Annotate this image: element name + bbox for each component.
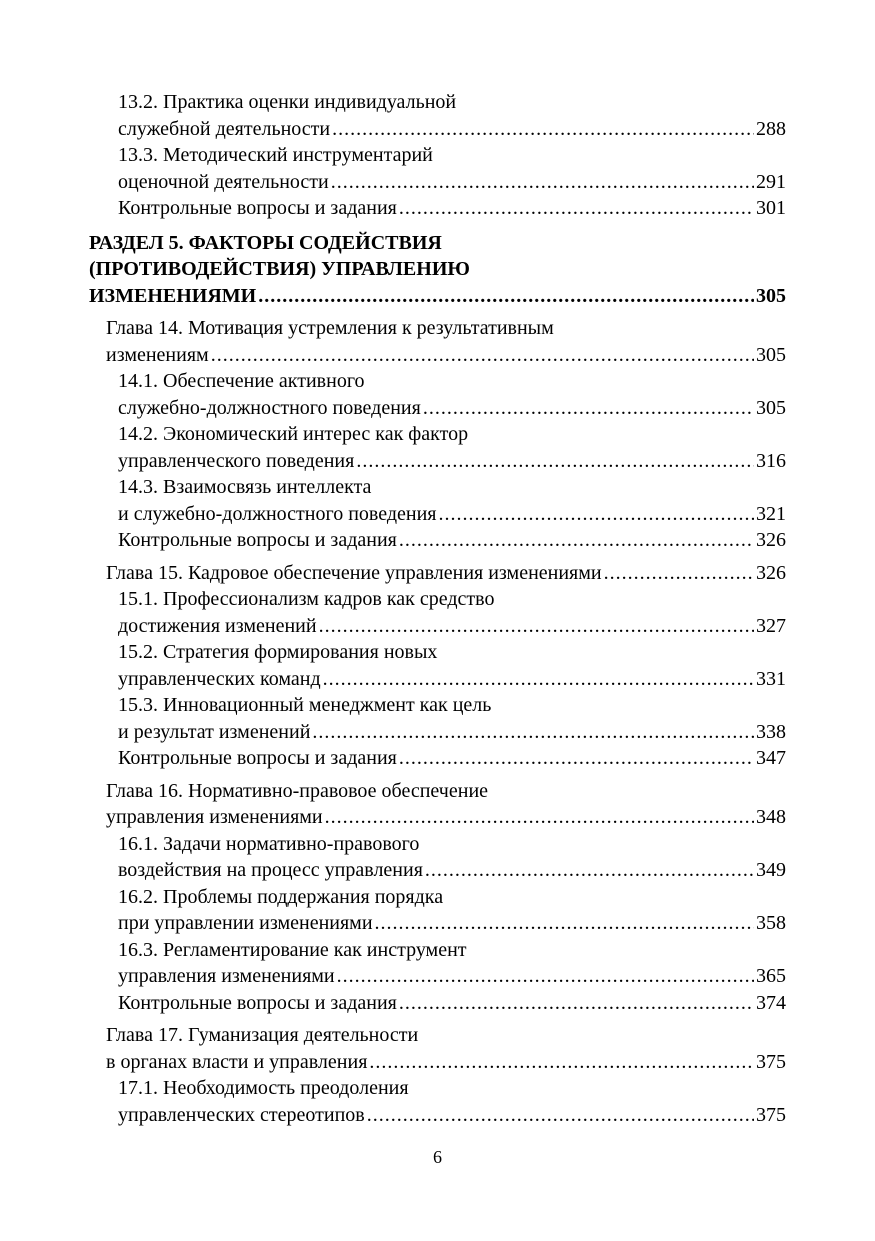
toc-subsection[interactable] — [89, 195, 786, 222]
toc-entry-title-line: управления изменениями — [106, 806, 323, 828]
toc-entry-title-line: изменениям — [106, 343, 209, 366]
toc-subsection[interactable] — [89, 368, 786, 421]
toc-entry-title-line: 15.1. Профессионализм кадров как средство — [118, 588, 495, 610]
dot-leader — [332, 116, 754, 143]
dot-leader — [331, 169, 754, 196]
toc-entry-title-line: 16.1. Задачи нормативно-правового — [118, 832, 420, 855]
toc-entry-row — [106, 560, 786, 587]
toc-entry-row — [118, 501, 786, 528]
toc-entry-title-line: Глава 15. Кадровое обеспечение управления изменениями — [106, 561, 602, 584]
toc-subsection[interactable] — [89, 639, 786, 692]
toc-subsection[interactable] — [89, 937, 786, 990]
dot-leader — [439, 501, 754, 528]
dot-leader — [399, 195, 754, 222]
dot-leader — [399, 527, 754, 554]
toc-entry-title-line: в органах власти и управления — [106, 1050, 368, 1073]
dot-leader — [258, 283, 754, 310]
toc-page-number: 288 — [756, 117, 786, 140]
dot-leader — [604, 560, 754, 587]
toc-subsection[interactable] — [89, 527, 786, 554]
toc-entry-row — [106, 342, 786, 369]
toc-entry-row — [118, 613, 786, 640]
toc-entry-title-line: 16.3. Регламентирование как инструмент — [118, 938, 467, 961]
toc-entry-row — [118, 857, 786, 884]
toc-entry-title-line: Контрольные вопросы и задания — [118, 529, 397, 551]
toc-entry-row — [118, 448, 786, 475]
toc-entry-title-line: служебной деятельности — [118, 117, 331, 140]
toc-entry-row — [118, 666, 786, 693]
toc-section[interactable] — [89, 230, 786, 310]
toc-entry-title-line: 14.2. Экономический интерес как фактор — [118, 423, 469, 445]
toc-chapter[interactable] — [89, 560, 786, 587]
toc-entry-title-line: 13.2. Практика оценки индивидуальной — [118, 91, 457, 113]
toc-entry-title-line: управленческих стереотипов — [118, 1103, 365, 1126]
toc-entry-title-line: и служебно-должностного поведения — [118, 502, 437, 525]
toc-entry-row — [106, 804, 786, 831]
toc-entry-title-line: ИЗМЕНЕНИЯМИ — [89, 284, 257, 307]
toc-entry-title-line: Глава 16. Нормативно-правовое обеспечение — [106, 779, 489, 802]
dot-leader — [319, 613, 754, 640]
toc-entry-title-line: и результат изменений — [118, 720, 311, 743]
toc-page-number: 365 — [756, 965, 786, 987]
toc-entry-title-line: управленческого поведения — [118, 449, 355, 472]
toc-chapter[interactable] — [89, 778, 786, 831]
dot-leader — [399, 745, 754, 772]
toc-subsection[interactable] — [89, 89, 786, 142]
toc-page-number: 347 — [756, 747, 786, 769]
dot-leader — [399, 990, 754, 1017]
toc-subsection[interactable] — [89, 745, 786, 772]
table-of-contents — [89, 89, 786, 1128]
toc-entry-title-line: РАЗДЕЛ 5. ФАКТОРЫ СОДЕЙСТВИЯ — [89, 231, 442, 254]
toc-page-number: 326 — [756, 529, 786, 551]
toc-entry-title-line: 17.1. Необходимость преодоления — [118, 1077, 409, 1099]
toc-entry-title-line: 15.2. Стратегия формирования новых — [118, 641, 438, 663]
toc-page-number: 349 — [756, 859, 786, 881]
toc-subsection[interactable] — [89, 831, 786, 884]
toc-entry-row — [118, 195, 786, 222]
page-number: 6 — [433, 1147, 442, 1167]
dot-leader — [323, 666, 754, 693]
toc-entry-title-line: 16.2. Проблемы поддержания порядка — [118, 885, 444, 908]
toc-subsection[interactable] — [89, 692, 786, 745]
dot-leader — [325, 804, 754, 831]
dot-leader — [312, 719, 754, 746]
toc-entry-title-line: Глава 17. Гуманизация деятельности — [106, 1024, 419, 1046]
toc-page-number: 375 — [756, 1103, 786, 1126]
toc-subsection[interactable] — [89, 474, 786, 527]
toc-entry-row — [118, 719, 786, 746]
toc-entry-title-line: служебно-должностного поведения — [118, 396, 421, 419]
toc-entry-row — [118, 1102, 786, 1129]
toc-subsection[interactable] — [89, 421, 786, 474]
toc-chapter[interactable] — [89, 1022, 786, 1075]
toc-entry-title-line: 15.3. Инновационный менеджмент как цель — [118, 694, 492, 716]
toc-page-number: 321 — [756, 502, 786, 525]
toc-entry-row — [118, 116, 786, 143]
toc-page-number: 374 — [756, 991, 786, 1014]
toc-entry-title-line: 14.3. Взаимосвязь интеллекта — [118, 476, 372, 498]
toc-subsection[interactable] — [89, 990, 786, 1017]
toc-page-number: 375 — [756, 1050, 786, 1073]
toc-entry-title-line: Контрольные вопросы и задания — [118, 197, 397, 219]
toc-page-number: 326 — [756, 561, 786, 584]
toc-page-number: 305 — [756, 396, 786, 419]
toc-entry-title-line: оценочной деятельности — [118, 170, 329, 193]
toc-entry-title-line: при управлении изменениями — [118, 912, 373, 934]
dot-leader — [367, 1102, 754, 1129]
toc-entry-title-line: Контрольные вопросы и задания — [118, 747, 397, 769]
toc-entry-row — [118, 963, 786, 990]
toc-entry-row — [89, 283, 786, 310]
dot-leader — [423, 395, 754, 422]
toc-entry-title-line: Глава 14. Мотивация устремления к результативным — [106, 317, 554, 339]
toc-entry-title-line: 14.1. Обеспечение активного — [118, 370, 365, 392]
toc-entry-title-line: управленческих команд — [118, 667, 321, 690]
toc-entry-row — [118, 910, 786, 937]
toc-entry-title-line: 13.3. Методический инструментарий — [118, 144, 433, 166]
toc-entry-title-line: достижения изменений — [118, 614, 317, 637]
toc-entry-row — [106, 1049, 786, 1076]
toc-entry-row — [118, 169, 786, 196]
toc-entry-row — [118, 990, 786, 1017]
dot-leader — [375, 910, 754, 937]
toc-entry-row — [118, 527, 786, 554]
toc-entry-row — [118, 745, 786, 772]
toc-page-number: 305 — [756, 284, 786, 307]
toc-page-number: 348 — [756, 806, 786, 828]
toc-page-number: 291 — [756, 170, 786, 193]
toc-subsection[interactable] — [89, 142, 786, 195]
toc-page-number: 358 — [756, 912, 786, 934]
dot-leader — [425, 857, 754, 884]
toc-subsection[interactable] — [89, 1075, 786, 1128]
toc-subsection[interactable] — [89, 884, 786, 937]
dot-leader — [211, 342, 754, 369]
toc-page-number: 305 — [756, 343, 786, 366]
toc-page-number: 331 — [756, 667, 786, 690]
dot-leader — [356, 448, 754, 475]
dot-leader — [369, 1049, 754, 1076]
toc-page-number: 301 — [756, 197, 786, 219]
toc-entry-title-line: воздействия на процесс управления — [118, 859, 423, 881]
toc-subsection[interactable] — [89, 586, 786, 639]
toc-page-number: 338 — [756, 720, 786, 743]
toc-page-number: 327 — [756, 614, 786, 637]
dot-leader — [337, 963, 754, 990]
toc-page-number: 316 — [756, 449, 786, 472]
toc-entry-row — [118, 395, 786, 422]
toc-entry-title-line: управления изменениями — [118, 965, 335, 987]
toc-chapter[interactable] — [89, 315, 786, 368]
toc-entry-title-line: (ПРОТИВОДЕЙСТВИЯ) УПРАВЛЕНИЮ — [89, 258, 470, 280]
toc-entry-title-line: Контрольные вопросы и задания — [118, 991, 397, 1014]
